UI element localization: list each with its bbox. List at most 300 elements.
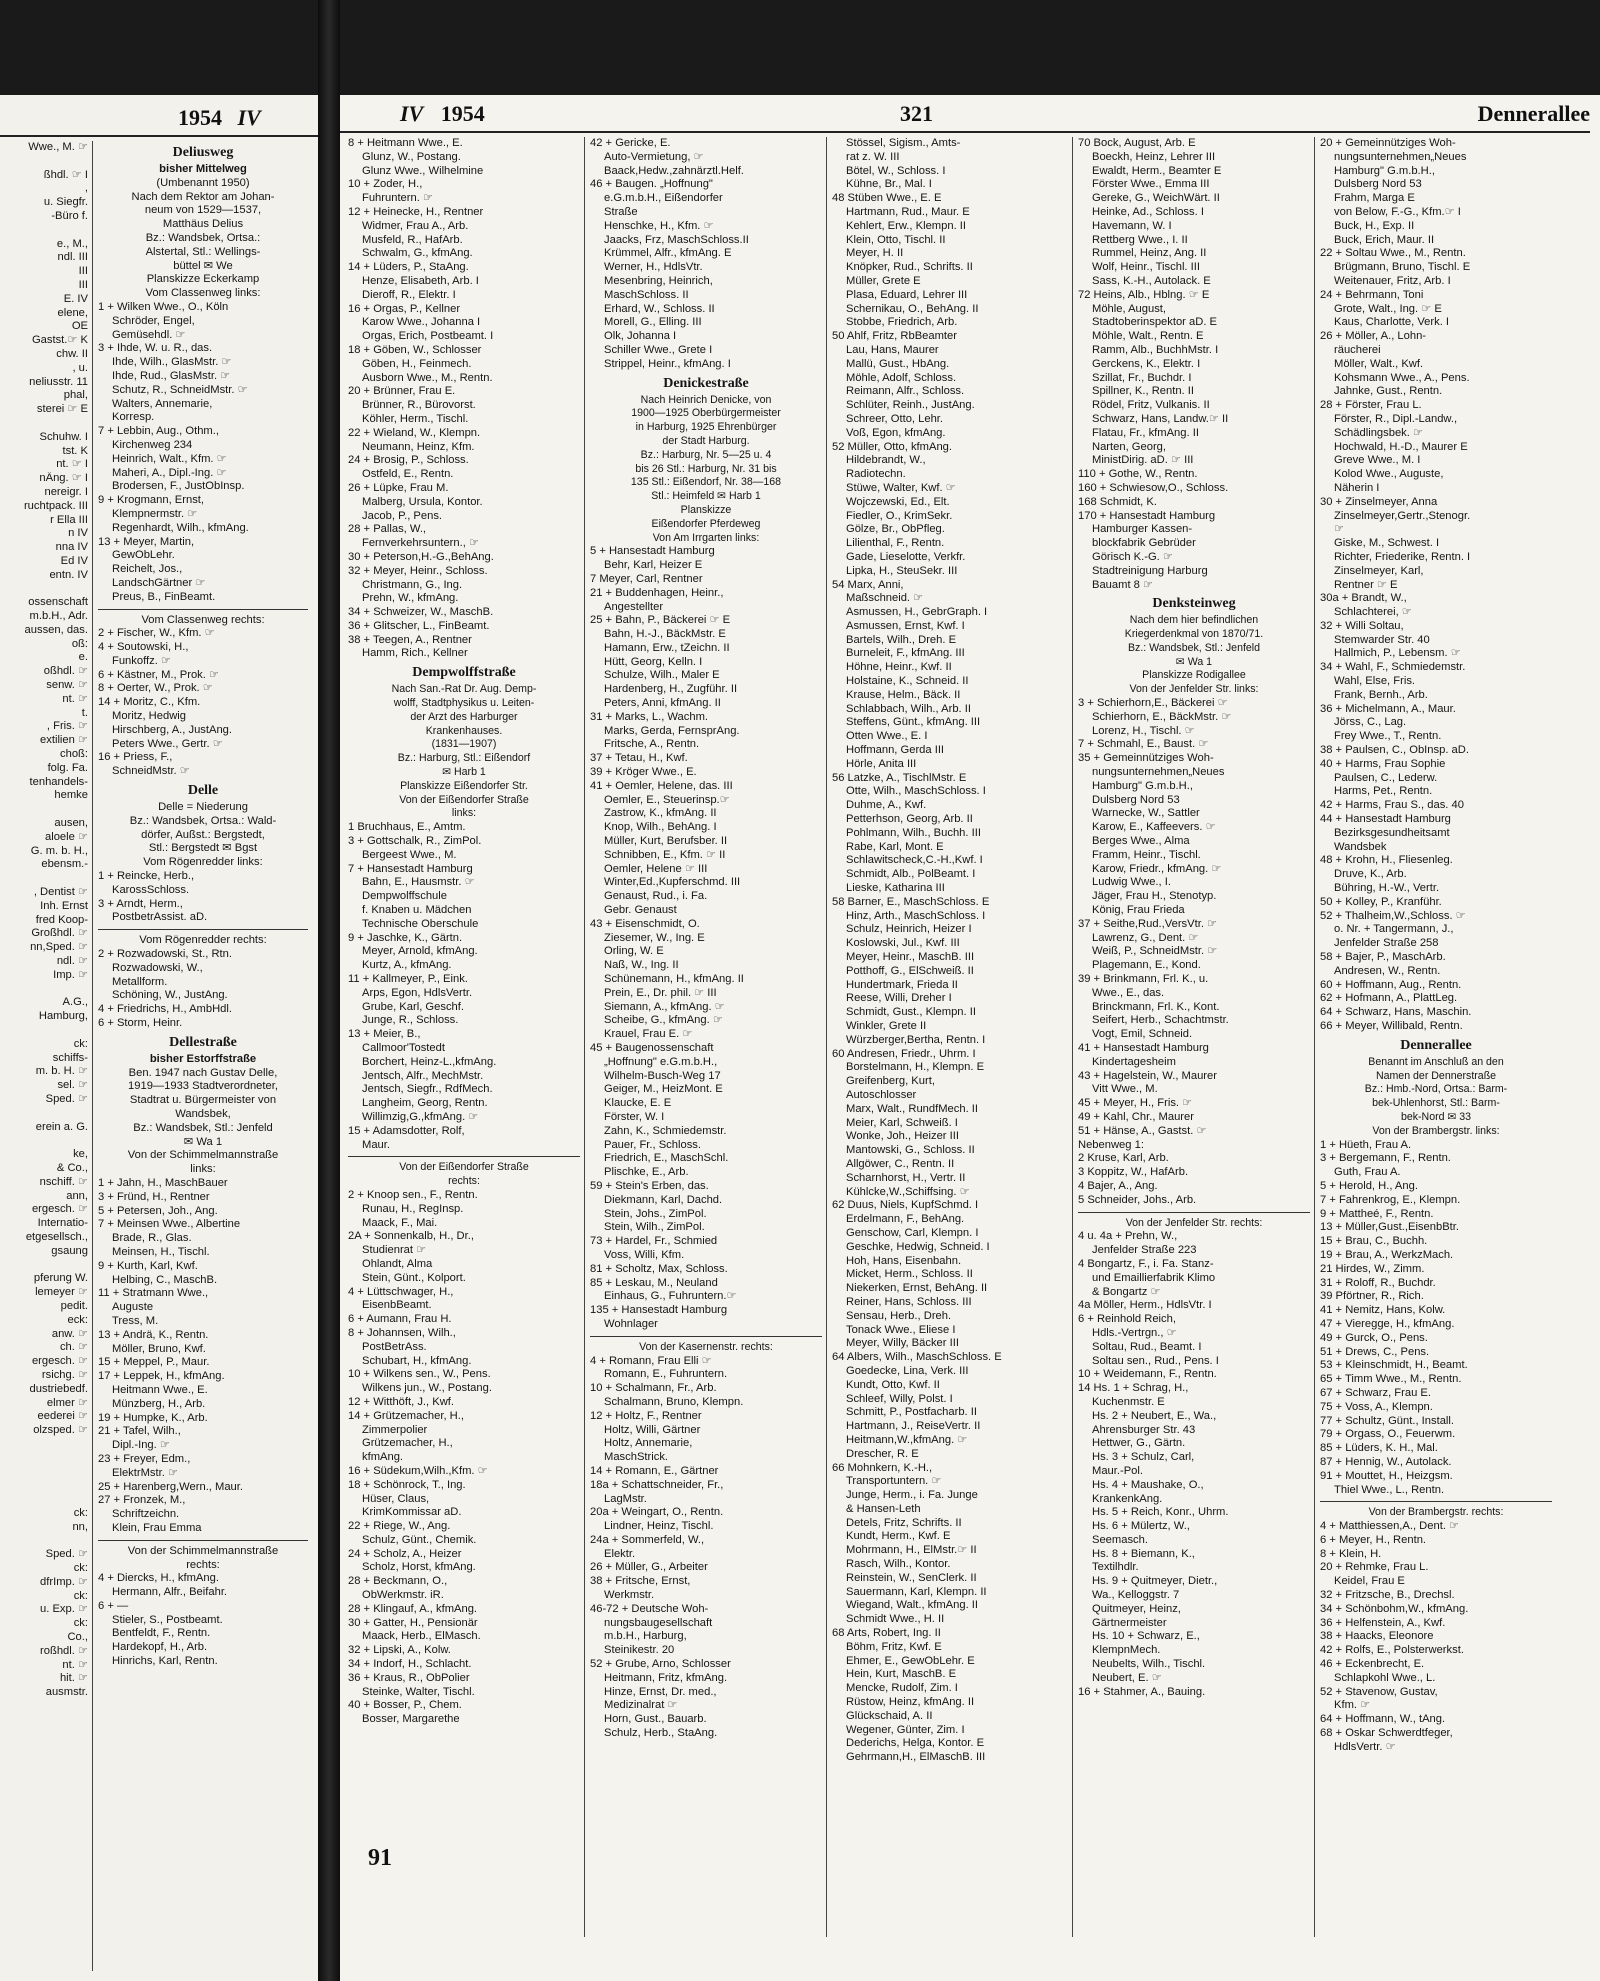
resident-entry: GewObLehr. [112,549,175,562]
resident-entry: & Hansen-Leth [846,1502,921,1515]
listing-line: roßhdl. ☞ [40,1644,88,1657]
resident-entry: Möller, Walt., Kwf. [1334,357,1424,370]
resident-entry: Framm, Heinr., Tischl. [1092,848,1201,861]
resident-entry: Brodersen, F., JustObInsp. [112,480,245,493]
right-page-header-left [400,101,485,127]
listing-line: ke, [73,1148,88,1161]
resident-entry: Glunz Wwe., Wilhelmine [362,164,484,177]
listing-line: senw. ☞ [46,679,88,692]
resident-entry: Glückschaid, A. II [846,1709,933,1722]
resident-entry: Gemüsehdl. ☞ [112,328,186,341]
house-number-entry: 36 + Helfenstein, A., Kwf. [1320,1616,1446,1629]
resident-entry: Heitmann Wwe., E. [112,1383,208,1396]
resident-entry: 7 + Lebbin, Aug., Othm., [98,425,219,438]
street-note: Von der Jenfelder Str. links: [1129,683,1259,696]
resident-entry: Hs. 4 + Maushake, O., [1092,1478,1204,1491]
resident-entry: Lilienthal, F., Rentn. [846,537,945,550]
listing-line: n IV [68,527,88,540]
street-note: Bz.: Wandsbek, Ortsa.: [145,231,261,244]
street-note: bek-Uhlenhorst, Stl.: Barm- [1372,1097,1500,1110]
resident-entry: Kfm. ☞ [1334,1699,1371,1712]
house-number-entry: 4 Bongartz, F., i. Fa. Stanz- [1078,1257,1214,1270]
resident-entry: Rozwadowski, W., [112,961,203,974]
resident-entry: Dederichs, Helga, Kontor. E [846,1737,985,1750]
resident-entry: Plasa, Eduard, Lehrer III [846,288,968,301]
house-number-entry: 39 + Brinkmann, Frl. K., u. [1078,973,1209,986]
listing-line: ck: [73,1037,88,1050]
house-number-entry: 4a Möller, Herm., HdlsVtr. I [1078,1299,1212,1312]
resident-entry: Rasch, Wilh., Kontor. [846,1558,951,1571]
resident-entry: Tress, M. [112,1314,159,1327]
resident-entry: Weitenauer, Fritz, Arb. I [1334,274,1451,287]
resident-entry: Rüstow, Heinz, kfmAng. II [846,1696,975,1709]
resident-entry: Hoffmann, Gerda III [846,744,945,757]
listing-line: nereigr. I [44,485,88,498]
house-number-entry: 7 + Fahrenkrog, E., Klempn. [1320,1193,1461,1206]
resident-entry: Funkoffz. ☞ [112,654,171,667]
resident-entry: Ramm, Alb., BuchhMstr. I [1092,343,1219,356]
house-number-entry: 7 Meyer, Carl, Rentner [590,572,703,585]
resident-entry: Peters, Anni, kfmAng. II [604,697,721,710]
listing-line: extilien ☞ [40,734,88,747]
resident-entry: Schernikau, O., BehAng. II [846,302,979,315]
resident-entry: Duhme, A., Kwf. [846,799,927,812]
listing-line [0,155,88,169]
house-number-entry: 11 + Kallmeyer, P., Eink. [348,973,468,986]
resident-entry: Callmoor'Tostedt [362,1042,445,1054]
resident-entry: Asmussen, H., GebrGraph. I [846,606,988,619]
resident-entry: f. Knaben u. Mädchen [362,904,472,917]
listing-line: ausen, [54,817,88,830]
house-number-entry: 170 + Hansestadt Hamburg [1078,509,1216,522]
street-note: dörfer, Außst.: Bergstedt, [141,828,265,841]
street-note: Benannt im Anschluß an den [1368,1055,1504,1068]
right-column-4 [1078,137,1310,1947]
resident-entry: 1 + Wilken Wwe., O., Köln [98,300,229,313]
house-number-entry: 15 + Adamsdotter, Rolf, [348,1124,465,1137]
section-separator [590,1336,822,1337]
listing-line: nschiff. ☞ [39,1175,88,1188]
street-note: (Umbenannt 1950) [156,176,250,189]
listing-line: hemke [54,789,88,802]
resident-entry: Tonack Wwe., Eliese I [846,1323,956,1336]
listing-line: aussen, das. [24,623,88,636]
book-gutter [318,0,340,1981]
resident-entry: e.G.m.b.H., Eißendorfer [604,192,723,205]
resident-entry: Morell, G., Elling. III [604,316,702,329]
resident-entry: Bahn, H.-J., BäckMstr. E [604,628,726,641]
listing-line: eck: [67,1313,88,1326]
resident-entry: Harms, Pet., Rentn. [1334,785,1433,798]
resident-entry: KrankenkAng. [1092,1492,1163,1505]
resident-entry: Greve Wwe., M. I [1334,454,1421,467]
resident-entry: Bergeest Wwe., M. [362,848,457,861]
listing-line: nt. ☞ I [56,458,88,471]
house-number-entry: 36 + Michelmann, A., Maur. [1320,702,1456,715]
resident-entry: Köhler, Herm., Tischl. [362,412,469,425]
resident-entry: 13 + Meyer, Martin, [98,535,195,548]
resident-entry: Brügmann, Bruno, Tischl. E [1334,261,1471,274]
listing-line: ergesch. ☞ [31,1203,88,1216]
resident-entry: Otten Wwe., E. I [846,730,928,743]
resident-entry: Steffens, Günt., kfmAng. III [846,716,981,729]
listing-line: e., M., [56,237,88,250]
resident-entry: 2 + Fischer, W., Kfm. ☞ [98,627,215,640]
street-note: ✉ Wa 1 [183,1135,223,1148]
resident-entry: 21 + Tafel, Wilh., [98,1425,181,1438]
listing-line: m. b. H. ☞ [35,1065,88,1078]
listing-line: , u. [72,361,88,374]
resident-entry: Geschke, Hedwig, Schneid. I [846,1240,990,1253]
resident-entry: Strippel, Heinr., kfmAng. I [604,357,731,370]
resident-entry: Schlapkohl Wwe., L. [1334,1671,1436,1684]
resident-entry: 14 + Moritz, C., Kfm. [98,696,201,709]
house-number-entry: 35 + Gemeinnütziges Woh- [1078,752,1214,765]
resident-entry: Jentsch, Alfr., MechMstr. [362,1069,484,1082]
resident-entry: Rödel, Fritz, Vulkanis. II [1092,399,1210,412]
resident-entry: Stüwe, Walter, Kwf. ☞ [846,481,956,494]
resident-entry: Stein, Wilh., ZimPol. [604,1221,705,1234]
resident-entry: Schwarz, Hans, Landw.☞ II [1092,412,1229,425]
resident-entry: Soltau, Rud., Beamt. I [1092,1340,1202,1353]
resident-entry: Jahnke, Gust., Rentn. [1334,385,1443,398]
resident-entry: Schöning, W., JustAng. [112,989,228,1002]
house-number-entry: 2A + Sonnenkalb, H., Dr., [348,1230,474,1243]
street-note: Von der Schimmelmannstraße [127,1149,279,1162]
resident-entry: Meyer, Willy, Bäcker III [846,1337,959,1350]
house-number-entry: 48 + Krohn, H., Fliesenleg. [1320,854,1453,867]
house-number-entry: 24 + Brosig, P., Schloss. [348,454,469,467]
resident-entry: Schlabbach, Wilh., Arb. II [846,702,971,715]
resident-entry: Hüser, Claus, [362,1492,430,1505]
house-number-entry: 9 + Mattheé, F., Rentn. [1320,1207,1434,1220]
resident-entry: Sensau, Herb., Dreh. [846,1309,952,1322]
house-number-entry: 36 + Kraus, R., ObPolier [348,1671,470,1684]
resident-entry: Sass, K.-H., Autolack. E [1092,274,1211,287]
listing-line: E. IV [63,292,88,305]
resident-entry: Genaust, Rud., i. Fa. [604,890,708,903]
listing-line: aloele ☞ [45,830,88,843]
resident-entry: Burneleit, F., kfmAng. III [846,647,965,660]
left-column-b [98,141,308,1971]
resident-entry: Hallmich, P., Lebensm. ☞ [1334,647,1461,660]
listing-line [0,1534,88,1548]
street-note: 1900—1925 Oberbürgermeister [631,407,781,420]
resident-entry: Richter, Friederike, Rentn. I [1334,550,1471,563]
resident-entry: Wahl, Else, Fris. [1334,675,1416,688]
resident-entry: Schmidt Wwe., H. II [846,1613,945,1626]
house-number-entry: 87 + Hennig, W., Autolack. [1320,1455,1452,1468]
house-number-entry: 40 + Bosser, P., Chem. [348,1699,462,1712]
listing-line [0,872,88,886]
house-number-entry: 42 + Rolfs, E., Polsterwerkst. [1320,1644,1464,1657]
resident-entry: Wilkens jun., W., Postang. [362,1382,492,1395]
resident-entry: Mohrmann, H., ElMstr.☞ II [846,1544,977,1557]
resident-entry: Schröder, Engel, [112,314,195,327]
listing-line: ruchtpack. III [23,499,88,512]
house-number-entry: 53 + Kleinschmidt, H., Beamt. [1320,1359,1468,1372]
resident-entry: Oemler, Helene ☞ III [604,862,708,875]
street-note: Kriegerdenkmal von 1870/71. [1124,628,1264,641]
resident-entry: Karow, Friedr., kfmAng. ☞ [1092,862,1222,875]
listing-line: , Dentist ☞ [33,886,88,899]
resident-entry: Schulz, Günt., Chemik. [362,1533,477,1546]
house-number-entry: 5 Schneider, Johs., Arb. [1078,1193,1197,1206]
street-note: Bz.: Harburg, Nr. 5—25 u. 4 [640,448,772,461]
listing-line: entn. IV [49,568,88,581]
house-number-entry: 49 + Gurck, O., Pens. [1320,1331,1428,1344]
resident-entry: Runau, H., RegInsp. [362,1202,464,1215]
house-number-entry: 14 Hs. 1 + Schrag, H., [1078,1382,1189,1395]
resident-entry: Orgas, Erich, Postbeamt. I [362,330,494,343]
house-number-entry: 26 + Lüpke, Frau M. [348,481,449,494]
resident-entry: KlempnMech. [1092,1644,1161,1657]
resident-entry: Hamann, Erw., tZeichn. II [604,641,730,654]
resident-entry: Musfeld, R., HafArb. [362,233,463,246]
resident-entry: Meier, Karl, Schweiß. I [846,1116,958,1129]
resident-entry: Brinckmann, Frl. K., Kont. [1092,1000,1220,1013]
resident-entry: Schmidt, Alb., PolBeamt. I [846,868,976,881]
listing-line: ndl. ☞ [56,955,88,968]
folio-number: 91 [368,1845,392,1871]
house-number-entry: 30a + Brandt, W., [1320,592,1407,605]
resident-entry: Hartmann, Rud., Maur. E [846,205,970,218]
resident-entry: „Hoffnung" e.G.m.b.H., [604,1055,718,1068]
resident-entry: Hinrichs, Karl, Rentn. [112,1655,218,1668]
listing-line: Imp. ☞ [53,968,88,981]
house-number-entry: 32 + Willi Soltau, [1320,619,1404,632]
house-number-entry: 7 + Schmahl, E., Baust. ☞ [1078,738,1209,751]
listing-line: Co., [67,1631,88,1644]
resident-entry: Kundt, Otto, Kwf. II [846,1378,940,1391]
house-number-entry: 58 Barner, E., MaschSchloss. E [832,895,990,908]
resident-entry: Dipl.-Ing. ☞ [112,1439,170,1452]
street-note: ✉ Harb 1 [442,766,486,779]
running-street-header: Dennerallee [1477,101,1590,126]
right-column-2 [590,137,822,1947]
resident-entry: Naß, W., Ing. II [604,959,679,972]
resident-entry: Borstelmann, H., Klempn. E [846,1061,985,1074]
house-number-entry: 8 + Heitmann Wwe., E. [348,137,463,149]
house-number-entry: 20 + Rehmke, Frau L. [1320,1561,1429,1574]
resident-entry: Schalmann, Bruno, Klempn. [604,1395,744,1408]
resident-entry: Brünner, R., Bürovorst. [362,399,476,412]
resident-entry: Steinikestr. 20 [604,1644,675,1657]
resident-entry: Schulz, Herb., StaAng. [604,1727,718,1740]
resident-entry: Schnibben, E., Kfm. ☞ II [604,848,726,861]
listing-line: folg. Fa. [47,761,88,774]
resident-entry: Hinze, Ernst, Dr. med., [604,1685,717,1698]
house-number-entry: 4 + Matthiessen,A., Dent. ☞ [1320,1520,1460,1533]
resident-entry: Förster, R., Dipl.-Landw., [1334,412,1458,425]
house-number-entry: 60 Andresen, Friedr., Uhrm. I [832,1047,976,1060]
resident-entry: Kühne, Br., Mal. I [846,178,932,191]
resident-entry: Transportuntern. ☞ [846,1475,942,1488]
resident-entry: Meyer, Arnold, kfmAng. [362,945,478,958]
house-number-entry: 10 + Weidemann, F., Rentn. [1078,1368,1217,1381]
resident-entry: Einhaus, G., Fuhruntern.☞ [604,1290,737,1303]
house-number-entry: 34 + Wahl, F., Schmiedemstr. [1320,661,1466,674]
street-heading: Delle [187,783,219,799]
resident-entry: Brade, R., Glas. [112,1232,192,1245]
resident-entry: Elektr. [604,1547,636,1560]
resident-entry: Klaucke, E. E [604,1097,672,1110]
section-separator [98,929,308,930]
street-note: Von der Jenfelder Str. rechts: [1125,1216,1263,1229]
resident-entry: Lindner, Heinz, Tischl. [604,1520,714,1533]
street-note: Bz.: Wandsbek, Ortsa.: Wald- [129,814,277,827]
left-column-a [0,141,88,1971]
column-divider [1072,137,1073,1937]
section-separator [98,609,308,610]
resident-entry: Scholz, Horst, kfmAng. [362,1561,476,1574]
street-note: Bz.: Harburg, Stl.: Eißendorf [397,752,531,765]
resident-entry: Allgöwer, C., Rentn. II [846,1157,955,1170]
resident-entry: Krause, Helm., Bäck. II [846,688,961,701]
resident-entry: Reiner, Hans, Schloss. III [846,1295,972,1308]
street-note: Nach Heinrich Denicke, von [640,393,772,406]
section-separator [98,1540,308,1541]
house-number-entry: 19 + Brau, A., WerkzMach. [1320,1248,1454,1261]
house-number-entry: 3 + Gottschalk, R., ZimPol. [348,835,482,848]
street-note: Von der Eißendorfer Straße [399,1161,529,1174]
resident-entry: Druve, K., Arb. [1334,868,1407,881]
resident-entry: Bentfeldt, F., Rentn. [112,1627,211,1640]
resident-entry: Frank, Bernh., Arb. [1334,688,1428,701]
resident-entry: Holtz, Willi, Gärtner [604,1423,701,1436]
resident-entry: Siemann, A., kfmAng. ☞ [604,1000,725,1013]
resident-entry: Bartels, Wilh., Dreh. E [846,633,957,646]
listing-line: hit. ☞ [59,1672,88,1685]
resident-entry: Rentner ☞ E [1334,578,1398,591]
resident-entry: 16 + Priess, F., [98,751,173,764]
resident-entry: Prehn, W., kfmAng. [362,592,459,605]
resident-entry: Müller, Grete E [846,274,921,287]
street-note: links: [451,807,477,820]
resident-entry: Knöpker, Rud., Schrifts. II [846,261,973,274]
resident-entry: und Emaillierfabrik Klimo [1092,1271,1216,1284]
resident-entry: Lorenz, H., Tischl. ☞ [1092,724,1195,737]
resident-entry: Langheim, Georg, Rentn. [362,1097,488,1110]
resident-entry: Reichelt, Jos., [112,563,183,576]
resident-entry: 23 + Freyer, Edm., [98,1452,191,1465]
house-number-entry: 20 + Brünner, Frau E. [348,385,456,398]
house-number-entry: 6 + Reinhold Reich, [1078,1313,1176,1326]
page-number: 321 [900,101,933,126]
street-note: Bz.: Hmb.-Nord, Ortsa.: Barm- [1364,1083,1508,1096]
resident-entry: Friedrich, E., MaschSchl. [604,1152,729,1165]
listing-line: -Büro f. [51,209,88,222]
resident-entry: Neumann, Heinz, Kfm. [362,440,475,453]
resident-entry: 1 + Reincke, Herb., [98,870,195,883]
resident-entry: Hs. 9 + Quitmeyer, Dietr., [1092,1575,1218,1588]
resident-entry: Kirchenweg 234 [112,438,193,451]
resident-entry: Auto-Vermietung, ☞ [604,150,704,163]
house-number-entry: 85 + Leskau, M., Neuland [590,1276,718,1289]
listing-line: Gastst.☞ K [31,334,88,347]
listing-line [0,983,88,997]
resident-entry: 4 + Diercks, H., kfmAng. [98,1572,219,1585]
house-number-entry: 66 Mohnkern, K.-H., [832,1461,933,1474]
resident-entry: Schutz, R., SchneidMstr. ☞ [112,383,248,396]
resident-entry: Hardekopf, H., Arb. [112,1641,208,1654]
house-number-entry: 64 + Hoffmann, W., tAng. [1320,1713,1446,1726]
listing-line: Internatio- [37,1217,88,1230]
listing-line [0,1259,88,1273]
house-number-entry: 64 Albers, Wilh., MaschSchloss. E [832,1351,1002,1364]
house-number-entry: 31 + Marks, L., Wachm. [590,710,709,723]
resident-entry: Reinstein, W., SenClerk. II [846,1571,977,1584]
resident-entry: Bauamt 8 ☞ [1092,578,1154,591]
resident-entry: 27 + Fronzek, M., [98,1494,186,1507]
resident-entry: Hs. 5 + Reich, Konr., Uhrm. [1092,1506,1229,1519]
house-number-entry: 39 Pförtner, R., Rich. [1320,1290,1424,1303]
right-header-year: 1954 [440,101,485,126]
resident-entry: Jenfelder Straße 258 [1334,937,1439,950]
street-note: Von der Brambergstr. rechts: [1368,1506,1504,1519]
house-number-entry: 60 + Hoffmann, Aug., Rentn. [1320,978,1462,991]
street-note: Bz.: Wandsbek, Stl.: Jenfeld [133,1121,273,1134]
resident-entry: Marx, Walt., RundfMech. II [846,1102,979,1115]
listing-line: elmer ☞ [46,1396,88,1409]
listing-line: schiffs- [52,1051,88,1064]
street-note: Delle = Niederung [158,801,248,814]
resident-entry: Näherin I [1334,481,1380,494]
resident-entry: Werner, H., HdlsVtr. [604,261,703,274]
resident-entry: Behr, Karl, Heizer E [604,559,703,572]
resident-entry: Voß, Egon, kfmAng. [846,426,946,439]
resident-entry: nungsunternehmen„Neues [1092,766,1225,779]
resident-entry: Dulsberg Nord 53 [1334,178,1422,191]
resident-entry: Schlachterei, ☞ [1334,606,1412,619]
house-number-entry: 38 + Paulsen, C., ObInsp. aD. [1320,744,1469,757]
street-note: Vom Rögenredder links: [143,856,263,869]
resident-entry: Jörss, C., Lag. [1334,716,1407,729]
house-number-entry: 28 + Förster, Frau L. [1320,399,1422,412]
house-number-entry: 70 Bock, August, Arb. E [1078,137,1196,149]
resident-entry: Potthoff, G., ElSchweiß. II [846,964,974,977]
resident-entry: Knop, Wilh., BehAng. I [604,821,717,834]
resident-entry: Heinrich, Walt., Kfm. ☞ [112,452,227,465]
house-number-entry: 12 + Witthöft, J., Kwf. [348,1395,455,1408]
house-number-entry: 48 Stüben Wwe., E. E [832,192,942,205]
house-number-entry: 73 + Hardel, Fr., Schmied [590,1235,718,1248]
house-number-entry: 49 + Kahl, Chr., Maurer [1078,1110,1194,1123]
house-number-entry: 39 + Kröger Wwe., E. [590,766,697,779]
house-number-entry: 31 + Roloff, R., Buchdr. [1320,1276,1436,1289]
resident-entry: Scharnhorst, H., Vertr. II [846,1171,966,1184]
resident-entry: Bosser, Margarethe [362,1713,460,1726]
listing-line [0,417,88,431]
street-heading: Deliusweg [172,145,234,160]
resident-entry: rat z. W. III [846,150,900,163]
resident-entry: Glunz, W., Postang. [362,150,461,163]
resident-entry: Textilhdlr. [1092,1561,1139,1574]
resident-entry: Maur.-Pol. [1092,1464,1143,1477]
resident-entry: Heinke, Ad., Schloss. I [1092,205,1204,218]
resident-entry: Schlüter, Reinh., JustAng. [846,399,975,412]
listing-line: pferung W. [33,1272,88,1285]
resident-entry: & Bongartz ☞ [1092,1285,1161,1298]
resident-entry: PostBetrAss. [362,1340,427,1353]
resident-entry: kfmAng. [362,1451,404,1464]
resident-entry: Förster Wwe., Emma III [1092,178,1210,191]
listing-line: A.G., [62,996,88,1009]
house-number-entry: 26 + Müller, G., Arbeiter [590,1561,708,1574]
resident-entry: Heitmann, Fritz, kfmAng. [604,1671,728,1684]
resident-entry: Henze, Elisabeth, Arb. I [362,274,479,287]
house-number-entry: 66 + Meyer, Willibald, Rentn. [1320,1020,1463,1032]
